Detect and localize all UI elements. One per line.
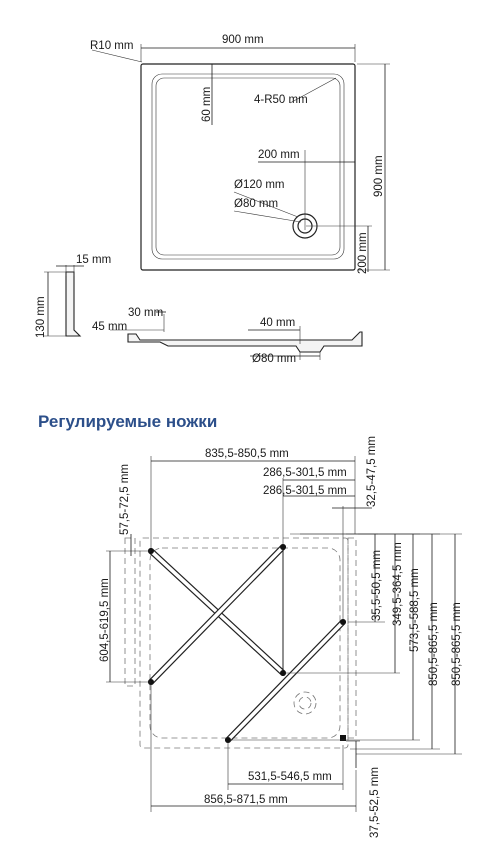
legs-plan (99, 436, 463, 838)
front-section (92, 307, 362, 365)
legs-dim-5: 57,5-72,5 mm (119, 464, 131, 535)
tray-outline (141, 64, 355, 270)
legs-dim-2: 286,5-301,5 mm (263, 467, 347, 479)
legs-dim-3: 286,5-301,5 mm (263, 485, 347, 497)
r10-label: R10 mm (90, 40, 134, 52)
d80-label: Ø80 mm (234, 198, 279, 210)
top-view (90, 34, 390, 274)
legs-dim-10: 850,5-865,5 mm (428, 602, 440, 686)
legs-dim-9: 573,5-588,5 mm (409, 568, 421, 652)
legs-drain-inner (299, 697, 311, 709)
width-label: 900 mm (222, 34, 264, 46)
dim-30-label: 30 mm (128, 307, 164, 319)
section-title: Регулируемые ножки (38, 412, 218, 431)
legs-dim-4: 32,5-47,5 mm (366, 436, 378, 507)
tray-section (128, 332, 362, 352)
dim-200h-label: 200 mm (258, 149, 300, 161)
dim-40-label: 40 mm (260, 317, 296, 329)
tray-basin-inner (156, 78, 340, 255)
legs-dim-13: 37,5-52,5 mm (369, 767, 381, 838)
dim-60-label: 60 mm (201, 86, 213, 122)
radius-label: 4-R50 mm (254, 94, 308, 106)
front-d80-label: Ø80 mm (252, 353, 297, 365)
legs-dim-8: 349,5-364,5 mm (392, 542, 404, 626)
legs-dim-14: 856,5-871,5 mm (204, 794, 288, 806)
legs-dim-1: 835,5-850,5 mm (205, 448, 289, 460)
height-label: 900 mm (373, 155, 385, 197)
right-dashed-rail (348, 538, 356, 738)
side-dashed-rail (125, 538, 135, 686)
legs-dim-11: 850,5-865,5 mm (451, 602, 463, 686)
dim-130-label: 130 mm (35, 296, 47, 338)
legs-dim-12: 531,5-546,5 mm (248, 771, 332, 783)
dim-200v-label: 200 mm (357, 232, 369, 274)
legs-dim-7: 35,5-50,5 mm (371, 550, 383, 621)
profile-section (66, 272, 80, 336)
frame-bars (151, 547, 343, 740)
dim-15-label: 15 mm (76, 254, 112, 266)
d120-label: Ø120 mm (234, 179, 285, 191)
legs-drain (294, 692, 316, 714)
legs-dim-6: 604,5-619,5 mm (99, 578, 111, 662)
dim-45-label: 45 mm (92, 321, 128, 333)
